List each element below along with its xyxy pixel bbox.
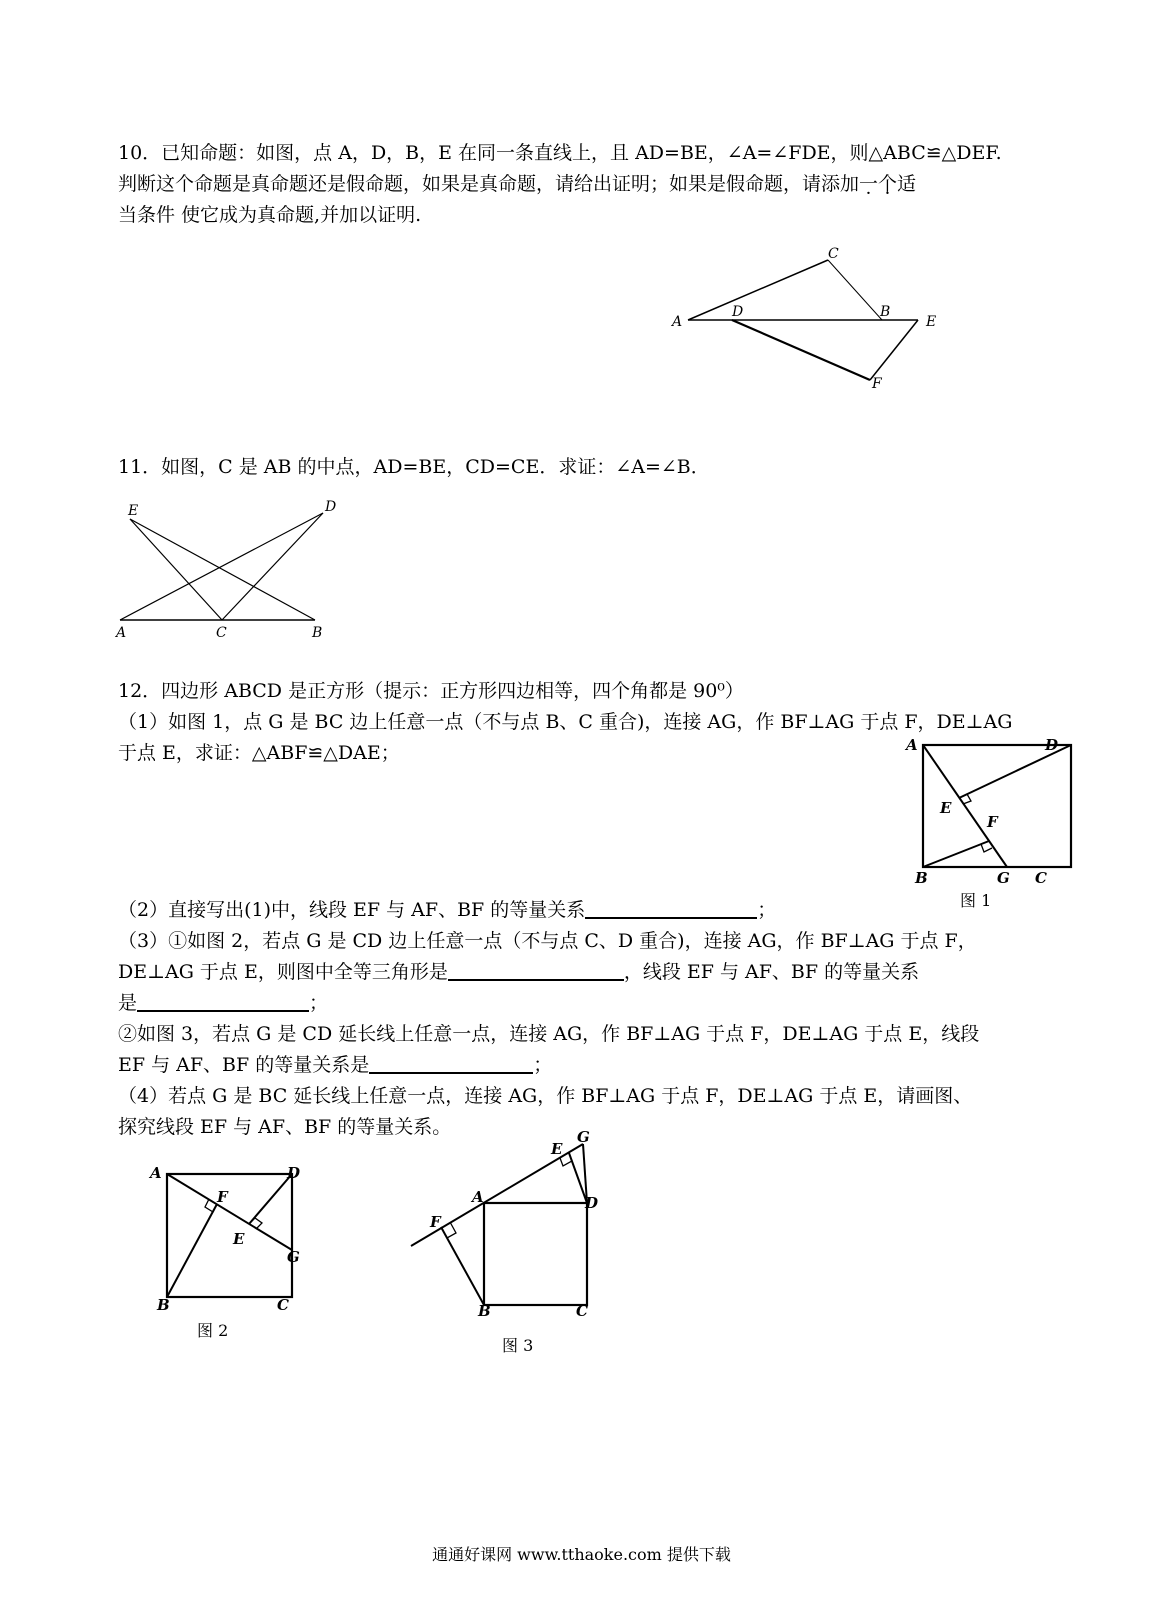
q12-part-4-line-2: 探究线段 EF 与 AF、BF 的等量关系。 [118, 1116, 452, 1138]
q11-figure [110, 495, 350, 645]
label-B: B [157, 1296, 170, 1314]
emphasis-dot-1: 一 [859, 173, 879, 195]
question-12-parts [118, 895, 1028, 1143]
label-A: A [150, 1164, 162, 1182]
answer-blank-4[interactable] [369, 1052, 533, 1074]
q10-line-2: 判断这个命题是真命题还是假命题，如果是真命题，请给出证明；如果是假命题，请添加一个适 [118, 173, 917, 195]
q12-part-3-line-1: （3）①如图 2，若点 G 是 CD 边上任意一点（不与点 C、D 重合)，连接 AG，作 BF⊥AG 于点 F， [118, 930, 977, 952]
label-E: E [940, 799, 952, 817]
label-B: B [478, 1302, 491, 1320]
q12-part-4-line-1: （4）若点 G 是 BC 延长线上任意一点，连接 AG，作 BF⊥AG 于点 F，DE⊥AG 于点 E，请画图、 [118, 1085, 973, 1107]
emphasis-dot-2: 个 [878, 173, 898, 195]
label-F: F [217, 1188, 228, 1206]
label-E: E [926, 314, 937, 330]
q12-line-1: 12．四边形 ABCD 是正方形（提示：正方形四边相等，四个角都是 90⁰） [118, 680, 744, 702]
label-C: C [1035, 869, 1047, 887]
q12-part-3b-line-1: ②如图 3，若点 G 是 CD 延长线上任意一点，连接 AG，作 BF⊥AG 于点 F，DE⊥AG 于点 E，线段 [118, 1023, 980, 1045]
label-B: B [915, 869, 928, 887]
label-B: B [880, 304, 891, 320]
q10-figure [660, 240, 960, 400]
fig3-square [405, 1128, 615, 1328]
label-E: E [128, 503, 139, 519]
page-footer: 通通好课网 www.tthaoke.com 提供下载 [432, 1545, 731, 1564]
label-C: C [277, 1296, 289, 1314]
label-D: D [287, 1164, 301, 1182]
label-E: E [233, 1230, 245, 1248]
question-11 [118, 452, 1028, 483]
question-12 [118, 676, 1028, 769]
answer-blank-3[interactable] [137, 990, 309, 1012]
label-C: C [828, 246, 839, 262]
label-G: G [577, 1128, 590, 1146]
fig1-square [905, 735, 1065, 885]
q10-line-3: 当条件 使它成为真命题,并加以证明. [118, 204, 422, 226]
fig2-square [145, 1160, 315, 1314]
question-10 [118, 138, 1028, 231]
label-G: G [287, 1248, 300, 1266]
q12-part-3-line-3: 是 ； [118, 992, 329, 1014]
q11-line-1: 11．如图，C 是 AB 的中点，AD=BE，CD=CE．求证：∠A=∠B． [118, 456, 710, 478]
q10-line-1: 10．已知命题：如图，点 A，D，B，E 在同一条直线上，且 AD=BE，∠A=∠FDE，则△ABC≌△DEF. [118, 142, 1002, 164]
label-C: C [576, 1302, 588, 1320]
label-D: D [1045, 736, 1059, 754]
label-D: D [325, 499, 337, 515]
label-A: A [672, 314, 683, 330]
label-G: G [997, 869, 1010, 887]
q12-part-3-line-2: DE⊥AG 于点 E，则图中全等三角形是 ，线段 EF 与 AF、BF 的等量关系 [118, 961, 920, 983]
answer-blank-2[interactable] [448, 959, 624, 981]
fig2-caption: 图 2 [197, 1321, 229, 1340]
q12-line-3: 于点 E，求证：△ABF≌△DAE； [118, 742, 400, 764]
label-A: A [472, 1188, 484, 1206]
label-E: E [551, 1140, 563, 1158]
label-C: C [216, 625, 227, 641]
label-B: B [312, 625, 323, 641]
q12-line-2: （1）如图 1，点 G 是 BC 边上任意一点（不与点 B、C 重合)，连接 AG，作 BF⊥AG 于点 F，DE⊥AG [118, 711, 1013, 733]
label-F: F [430, 1213, 441, 1231]
label-A: A [906, 736, 918, 754]
label-D: D [585, 1194, 599, 1212]
fig3-caption: 图 3 [502, 1336, 534, 1355]
label-D: D [732, 304, 744, 320]
label-A: A [116, 625, 127, 641]
answer-blank-1[interactable] [585, 897, 757, 919]
label-F: F [872, 376, 882, 392]
q12-part-2: （2）直接写出(1)中，线段 EF 与 AF、BF 的等量关系 ； [118, 899, 777, 921]
q12-part-3b-line-2: EF 与 AF、BF 的等量关系是 ； [118, 1054, 553, 1076]
label-F: F [987, 813, 998, 831]
fig1-caption: 图 1 [960, 891, 992, 910]
